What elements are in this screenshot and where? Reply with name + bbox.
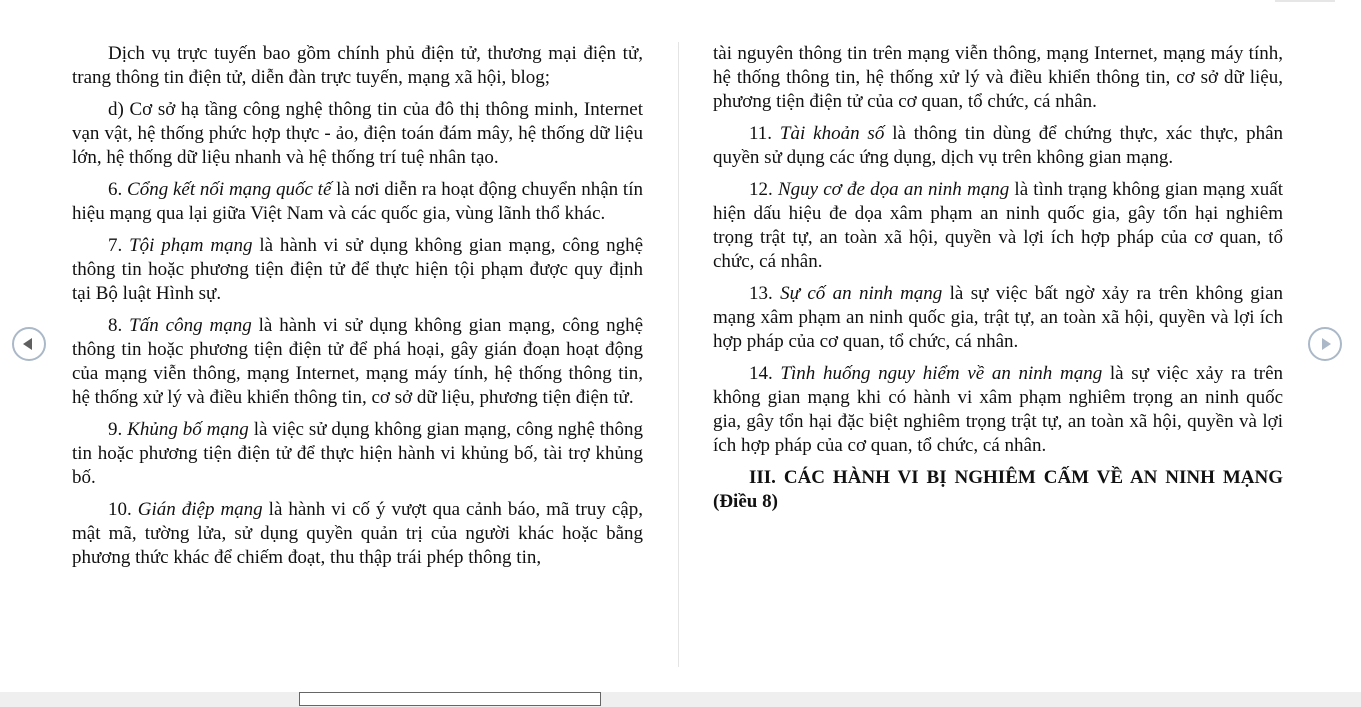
top-rule [1275, 0, 1335, 2]
scrollbar-thumb[interactable] [299, 692, 601, 706]
definition-text: là thông tin dùng để chứng thực, xác thực, phân quyền sử dụng các ứng dụng, dịch vụ trên không gian mạng. [713, 123, 1284, 168]
definition-text: là hành vi sử dụng không gian mạng, công nghệ thông tin hoặc phương tiện điện tử để thực hiện tội phạm được quy định tại Bộ luật Hình sự. [72, 235, 644, 304]
paragraph [72, 314, 643, 410]
paragraph [72, 178, 643, 226]
item-number: 7. [108, 235, 130, 256]
defined-term: Tội phạm mạng [129, 235, 253, 256]
item-number: 9. [108, 419, 128, 440]
definition-text: là tình trạng không gian mạng xuất hiện dấu hiệu đe dọa xâm phạm an ninh quốc gia, gây tổn hại nghiêm trọng trật tự, an toàn xã hội, quyền và lợi ích hợp pháp của cơ quan, tổ chức, cá nhân. [713, 179, 1283, 272]
definition-text: là sự việc bất ngờ xảy ra trên không gian mạng xâm phạm an ninh quốc gia, trật tự, an toàn xã hội, quyền và lợi ích hợp pháp của cơ quan, tổ chức, cá nhân. [713, 283, 1284, 352]
item-number: 14. [749, 363, 781, 384]
right-page [713, 42, 1283, 522]
defined-term: Tấn công mạng [129, 315, 252, 336]
paragraph [713, 362, 1283, 458]
item-number: 10. [108, 499, 138, 520]
paragraph: tài nguyên thông tin trên mạng viễn thông, mạng Internet, mạng máy tính, hệ thống thông tin, hệ thống xử lý và điều khiển thông tin, cơ sở dữ liệu, phương tiện điện tử của cơ quan, tổ chức, cá nhân. [713, 43, 1283, 112]
item-number: 8. [108, 315, 130, 336]
item-number: 6. [108, 179, 128, 200]
paragraph [72, 418, 643, 490]
defined-term: Nguy cơ đe dọa an ninh mạng [777, 179, 1010, 200]
definition-text: là hành vi cố ý vượt qua cảnh báo, mã truy cập, mật mã, tường lửa, sử dụng quyền quản trị của người khác hoặc bằng phương thức khác để chiếm đoạt, thu thập trái phép thông tin, [72, 499, 643, 568]
paragraph [713, 122, 1283, 170]
definition-text: là hành vi sử dụng không gian mạng, công nghệ thông tin hoặc phương tiện điện tử để phá hoại, gây gián đoạn hoạt động của mạng viễn thông, mạng Internet, mạng máy tính, hệ thống thông tin, hệ thống xử lý và điều khiển thông tin, cơ sở dữ liệu, phương tiện điện tử. [72, 315, 643, 408]
previous-page-button[interactable] [12, 327, 46, 361]
paragraph [713, 282, 1283, 354]
defined-term: Tình huống nguy hiểm về an ninh mạng [780, 363, 1103, 384]
page-gutter [678, 42, 679, 667]
paragraph [72, 234, 643, 306]
chevron-left-icon [23, 338, 32, 350]
defined-term: Cổng kết nối mạng quốc tế [127, 179, 332, 200]
item-number: 12. [749, 179, 778, 200]
paragraph: Dịch vụ trực tuyến bao gồm chính phủ điện tử, thương mại điện tử, trang thông tin điện tử, diễn đàn trực tuyến, mạng xã hội, blog; [72, 43, 643, 88]
item-number: 11. [749, 123, 780, 144]
defined-term: Gián điệp mạng [137, 499, 263, 520]
left-page [72, 42, 643, 578]
defined-term: Tài khoản số [779, 123, 885, 144]
definition-text: là sự việc xảy ra trên không gian mạng khi có hành vi xâm phạm nghiêm trọng an ninh quốc gia, gây tổn hại đặc biệt nghiêm trọng trật tự, an toàn xã hội, quyền và lợi ích hợp pháp của cơ quan, tổ chức, cá nhân. [713, 363, 1284, 456]
horizontal-scrollbar[interactable] [0, 692, 1361, 707]
paragraph [72, 498, 643, 570]
next-page-button[interactable] [1308, 327, 1342, 361]
paragraph: d) Cơ sở hạ tầng công nghệ thông tin của đô thị thông minh, Internet vạn vật, hệ thống phức hợp thực - ảo, điện toán đám mây, hệ thống dữ liệu lớn, hệ thống dữ liệu nhanh và hệ thống trí tuệ nhân tạo. [72, 99, 643, 168]
section-heading: III. CÁC HÀNH VI BỊ NGHIÊM CẤM VỀ AN NINH MẠNG (Điều 8) [713, 467, 1283, 512]
item-number: 13. [749, 283, 781, 304]
defined-term: Khủng bố mạng [127, 419, 249, 440]
definition-text: là nơi diễn ra hoạt động chuyển nhận tín hiệu mạng qua lại giữa Việt Nam và các quốc gia, vùng lãnh thổ khác. [72, 179, 643, 224]
definition-text: là việc sử dụng không gian mạng, công nghệ thông tin hoặc phương tiện điện tử để thực hiện hành vi khủng bố, tài trợ khủng bố. [72, 419, 644, 488]
chevron-right-icon [1322, 338, 1331, 350]
paragraph [713, 178, 1283, 274]
defined-term: Sự cố an ninh mạng [780, 283, 943, 304]
